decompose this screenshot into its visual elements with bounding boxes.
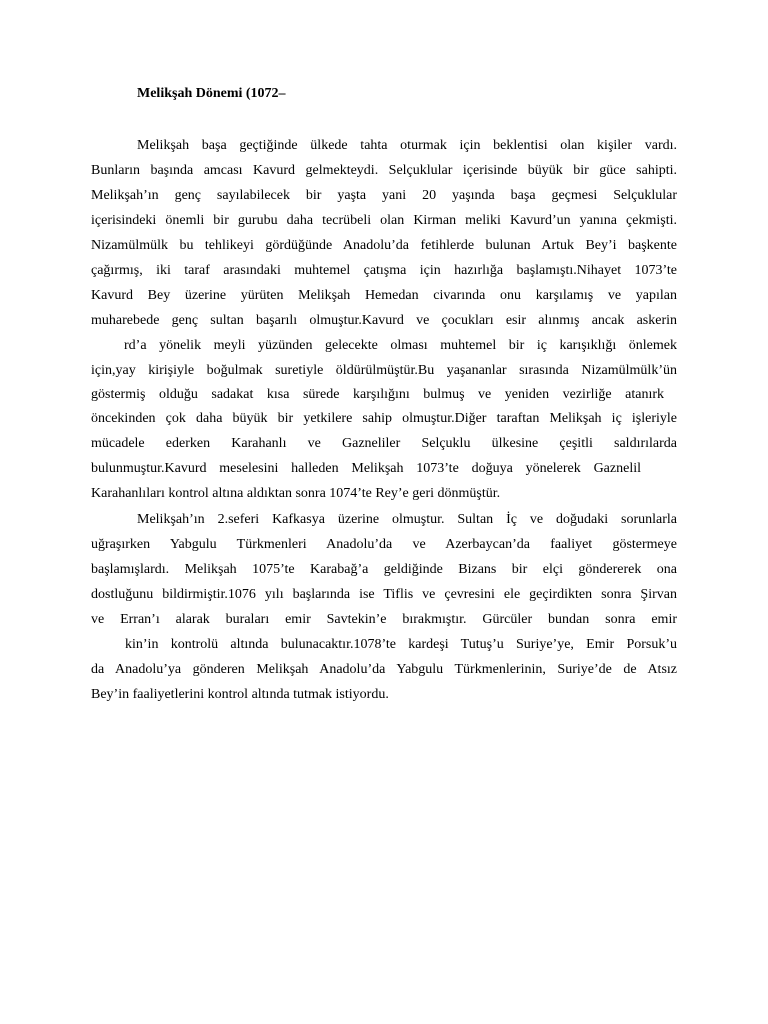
section-heading: Melikşah Dönemi (1072– <box>137 86 286 101</box>
paragraph-line: bulunmuştur.Kavurd meselesini halleden Melikşah 1073’te doğuya yönelerek Gaznelil <box>91 461 641 476</box>
paragraph-line: Nizamülmülk bu tehlikeyi gördüğünde Anadolu’da fetihlerde bulunan Artuk Bey’i başkente <box>91 238 677 253</box>
paragraph-line: rd’a yönelik meyli yüzünden gelecekte olması muhtemel bir iç karışıklığı önlemek <box>124 338 677 353</box>
paragraph-line: mücadele ederken Karahanlı ve Gazneliler Selçuklu ülkesine çeşitli saldırılarda <box>91 436 677 451</box>
paragraph-line: uğraşırken Yabgulu Türkmenleri Anadolu’da ve Azerbaycan’da faaliyet göstermeye <box>91 537 677 552</box>
paragraph-line: içerisindeki önemli bir gurubu daha tecrübeli olan Kirman meliki Kavurd’un yanına çekmişti. <box>91 213 677 228</box>
paragraph-line: Kavurd Bey üzerine yürüten Melikşah Hemedan civarında onu karşılamış ve yapılan <box>91 288 677 303</box>
paragraph-line: çağırmış, iki taraf arasındaki muhtemel çatışma için hazırlığa başlamıştı.Nihayet 1073’te <box>91 263 677 278</box>
paragraph-line: dostluğunu bildirmiştir.1076 yılı başlarında ise Tiflis ve çevresini ele geçirdikten sonra Şirvan <box>91 587 677 602</box>
paragraph-line: Bey’in faaliyetlerini kontrol altında tutmak istiyordu. <box>91 687 389 702</box>
paragraph-line: Melikşah başa geçtiğinde ülkede tahta oturmak için beklentisi olan kişiler vardı. <box>137 138 677 153</box>
paragraph-line: başlamışlardı. Melikşah 1075’te Karabağ’a geldiğinde Bizans bir elçi göndererek ona <box>91 562 677 577</box>
paragraph-line: öncekinden çok daha büyük bir yetkilere sahip olmuştur.Diğer taraftan Melikşah iç işleriyle <box>91 411 677 426</box>
paragraph-line: Karahanlıları kontrol altına aldıktan sonra 1074’te Rey’e geri dönmüştür. <box>91 486 501 501</box>
paragraph-line: ve Erran’ı alarak buraları emir Savtekin’e bırakmıştır. Gürcüler bundan sonra emir <box>91 612 677 627</box>
paragraph-line: Melikşah’ın genç sayılabilecek bir yaşta yani 20 yaşında başa geçmesi Selçuklular <box>91 188 677 203</box>
paragraph-line: Melikşah’ın 2.seferi Kafkasya üzerine olmuştur. Sultan İç ve doğudaki sorunlarla <box>137 512 677 527</box>
paragraph-line: göstermiş olduğu sadakat kısa sürede karşılığını bulmuş ve yeniden vezirliğe atanırk <box>91 387 664 402</box>
paragraph-line: muharebede genç sultan başarılı olmuştur.Kavurd ve çocukları esir alınmış ancak askerin <box>91 313 677 328</box>
paragraph-line: Bunların başında amcası Kavurd gelmekteydi. Selçuklular içerisinde büyük bir güce sahipti. <box>91 163 677 178</box>
paragraph-line: kin’in kontrolü altında bulunacaktır.1078’te kardeşi Tutuş’u Suriye’ye, Emir Porsuk’u <box>125 637 677 652</box>
paragraph-line: için,yay kirişiyle boğulmak suretiyle öldürülmüştür.Bu yaşananlar sırasında Nizamülmülk’ün <box>91 363 677 378</box>
paragraph-line: da Anadolu’ya gönderen Melikşah Anadolu’da Yabgulu Türkmenlerinin, Suriye’de de Atsız <box>91 662 677 677</box>
